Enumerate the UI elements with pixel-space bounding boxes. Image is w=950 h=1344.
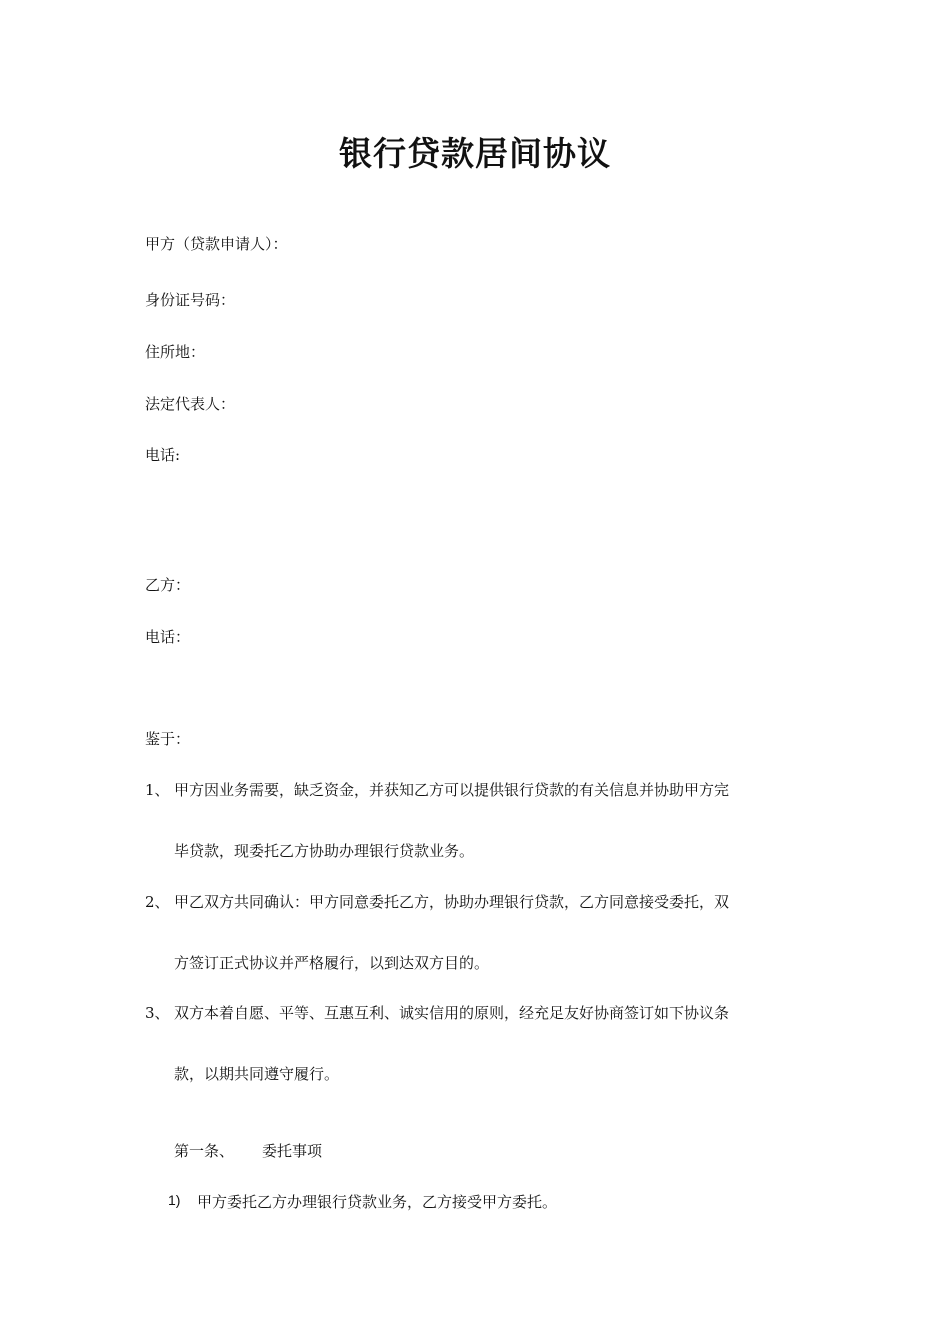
party-b-label: 乙方： [145, 576, 191, 594]
party-a-legal-rep-label: 法定代表人： [145, 395, 236, 413]
whereas-item-number: 3、 [145, 1004, 170, 1022]
whereas-heading: 鉴于： [145, 730, 191, 748]
article-title: 委托事项 [262, 1142, 323, 1160]
whereas-item-text: 甲方因业务需要，缺乏资金，并获知乙方可以提供银行贷款的有关信息并协助甲方完 [174, 781, 730, 799]
party-b-phone-label: 电话： [145, 628, 191, 646]
whereas-item-text-cont: 毕贷款，现委托乙方协助办理银行贷款业务。 [174, 842, 475, 860]
whereas-item-number: 2、 [145, 893, 170, 911]
article-item-text: 甲方委托乙方办理银行贷款业务，乙方接受甲方委托。 [197, 1193, 558, 1211]
whereas-item-text: 甲乙双方共同确认：甲方同意委托乙方，协助办理银行贷款，乙方同意接受委托，双 [174, 893, 730, 911]
party-a-phone-label: 电话: [145, 446, 181, 464]
article-item-number: 1) [168, 1192, 181, 1208]
party-a-label: 甲方（贷款申请人）： [145, 235, 288, 253]
article-heading [174, 1140, 322, 1161]
party-a-id-label: 身份证号码： [145, 291, 236, 309]
document-title: 银行贷款居间协议 [339, 134, 611, 173]
whereas-item-text: 双方本着自愿、平等、互惠互利、诚实信用的原则，经充足友好协商签订如下协议条 [174, 1004, 730, 1022]
whereas-item-text-cont: 方签订正式协议并严格履行，以到达双方目的。 [174, 954, 490, 972]
whereas-item-number: 1、 [145, 781, 170, 799]
article-number: 第一条、 [174, 1142, 235, 1160]
party-a-address-label: 住所地： [145, 343, 206, 361]
whereas-item-text-cont: 款，以期共同遵守履行。 [174, 1065, 340, 1083]
